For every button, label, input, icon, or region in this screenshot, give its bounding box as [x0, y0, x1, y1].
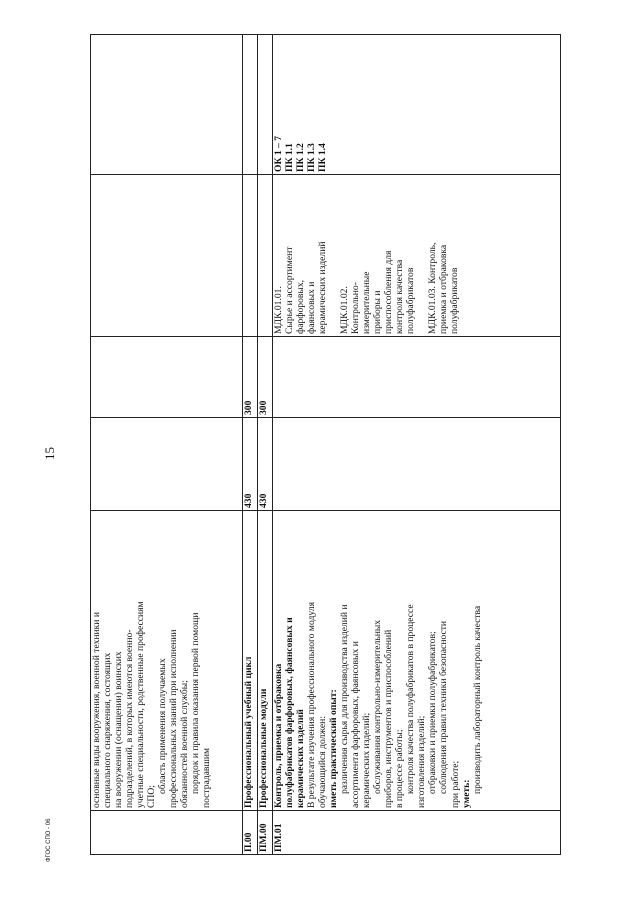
module-title-line: полуфабрикатов фарфоровых, фаянсовых и [284, 617, 296, 808]
curriculum-table [90, 34, 561, 855]
text-line: учетные специальности, родственные профессиям [135, 601, 147, 808]
content-cell-continued [91, 511, 243, 811]
footer-code: ФГОС СПО - 06 [46, 818, 52, 862]
table-row-p00 [243, 35, 258, 855]
table-row-pm01 [273, 35, 561, 855]
discipline-line: приемка и отбраковка [438, 244, 450, 334]
text-line: основные виды вооружения, военной техники и [91, 612, 102, 808]
row-title: Профессиональные модули [258, 511, 273, 811]
discipline-line: фарфоровых, [295, 279, 307, 334]
row-code: П.00 [243, 811, 258, 855]
hours-value: 300 [243, 337, 258, 418]
discipline-line: фаянсовых и [306, 281, 318, 334]
discipline-line: МДК.01.02. [339, 286, 351, 334]
discipline-line: приборы и [372, 290, 384, 334]
competency-cell-empty [258, 35, 273, 175]
competency-cell-empty [91, 35, 243, 175]
row-code: ПМ.00 [258, 811, 273, 855]
intro-line: В результате изучения профессионального модуля [306, 602, 318, 808]
practice-line: ассортимента фарфоровых, фаянсовых и [350, 641, 362, 808]
skills-label: уметь: [460, 779, 472, 808]
text-line: на вооружении (оснащении) воинских [113, 651, 125, 808]
practice-line: контроля качества полуфабрикатов в процессе [405, 604, 417, 794]
practice-line: в процессе работы; [394, 729, 406, 808]
intro-line: обучающийся должен: [317, 716, 329, 808]
discipline-line: МДК.01.03. Контроль, [427, 242, 439, 334]
skills-line: производить лабораторный контроль качества [471, 605, 483, 794]
max-load-cell-empty [273, 418, 561, 511]
practice-label: иметь практический опыт: [328, 689, 340, 808]
table-row-continued [91, 35, 243, 855]
max-load-value: 430 [258, 418, 273, 511]
spacer [328, 177, 339, 334]
module-title-line: Контроль, приемка и отбраковка [273, 663, 284, 808]
practice-line: обслуживания контрольно-измерительных [372, 619, 384, 794]
text-line: пострадавшим [201, 747, 213, 808]
discipline-cell-empty [91, 175, 243, 337]
discipline-line: контроля качества [394, 259, 406, 334]
module-title-line: керамических изделий [295, 709, 307, 808]
discipline-line: МДК.01.01. [273, 286, 284, 334]
competency-code: ПК 1.4 [317, 143, 329, 172]
competency-code: ОК 1 – 7 [273, 135, 284, 172]
competency-cell-empty [243, 35, 258, 175]
hours-value: 300 [258, 337, 273, 418]
competency-code: ПК 1.1 [284, 143, 296, 172]
discipline-line: керамических изделий [317, 241, 329, 334]
max-load-value: 430 [243, 418, 258, 511]
text-line: профессиональных знаний при исполнении [168, 629, 180, 808]
practice-line: изготовления изделий; [416, 715, 428, 808]
text-line: подразделений, в которых имеются военно- [124, 629, 136, 808]
hours-cell-empty [91, 337, 243, 418]
practice-line: соблюдения правил техники безопасности [438, 620, 450, 794]
practice-line: приборов, инструментов и приспособлений [383, 629, 395, 808]
competency-code: ПК 1.3 [306, 143, 318, 172]
competency-code: ПК 1.2 [295, 143, 307, 172]
discipline-line: полуфабрикатов [449, 267, 461, 334]
page-number: 15 [42, 447, 57, 460]
table-row-pm00 [258, 35, 273, 855]
disciplines-cell [273, 175, 561, 337]
discipline-line: измерительные [361, 271, 373, 334]
max-load-cell-empty [91, 418, 243, 511]
text-line: область применения получаемых [157, 658, 169, 794]
code-cell-empty [91, 811, 243, 855]
row-title: Профессиональный учебный цикл [243, 511, 258, 811]
hours-cell-empty [273, 337, 561, 418]
practice-line: различения сырья для производства изделий и [339, 604, 351, 794]
discipline-line: Сырье и ассортимент [284, 246, 296, 334]
row-code: ПМ.01 [273, 811, 561, 855]
spacer [416, 177, 427, 334]
practice-line: при работе; [449, 760, 461, 808]
rotated-table-wrapper [90, 35, 640, 855]
discipline-cell-empty [243, 175, 258, 337]
discipline-cell-empty [258, 175, 273, 337]
text-line: СПО; [146, 785, 158, 808]
competencies-cell [273, 35, 561, 175]
text-line: порядок и правила оказания первой помощи [190, 612, 202, 794]
discipline-line: Контрольно- [350, 282, 362, 334]
discipline-line: приспособления для [383, 250, 395, 334]
practice-line: отбраковки и приемки полуфабрикатов; [427, 631, 439, 794]
module-content-cell [273, 511, 561, 811]
text-line: специального снаряжения, состоящих [102, 652, 114, 808]
text-line: обязанностей военной службы; [179, 680, 191, 808]
discipline-line: полуфабрикатов [405, 267, 417, 334]
practice-line: керамических изделий; [361, 712, 373, 808]
